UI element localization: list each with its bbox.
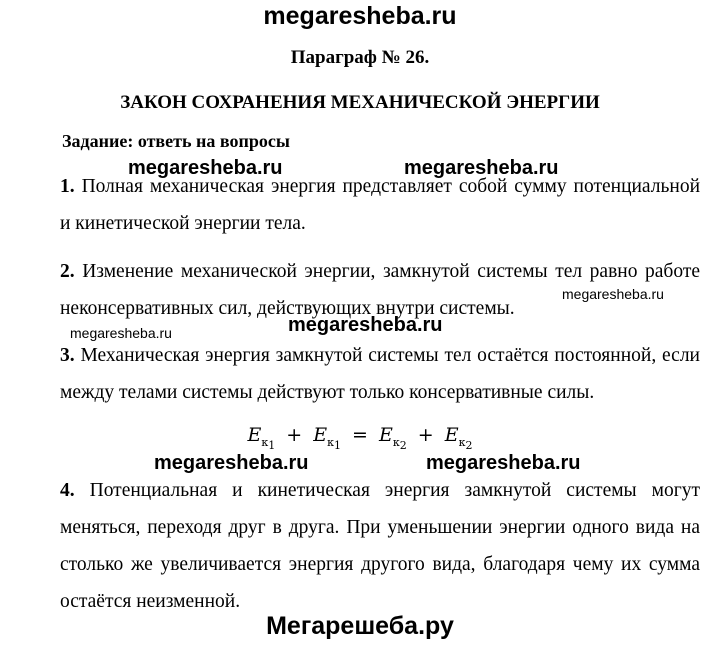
watermark-small: megaresheba.ru <box>562 286 664 302</box>
watermark-inline: megaresheba.ru <box>404 157 559 179</box>
answer-number: 2. <box>60 261 75 282</box>
answer-text: Потенциальная и кинетическая энергия замкнутой системы могут меняться, переходя друг в друга. При уменьшении энергии одного вида на столько же увеличивается энергия другого вида, благодаря чему их сумма остаётся неизменной. <box>60 480 700 612</box>
watermark-inline: megaresheba.ru <box>128 157 283 179</box>
answer-number: 4. <box>60 480 75 501</box>
answer-text: Механическая энергия замкнутой системы тел остаётся постоянной, если между телами системы действуют только консервативные силы. <box>60 345 700 403</box>
watermark-bottom: Мегарешеба.ру <box>266 612 454 640</box>
answer-text: Изменение механической энергии, замкнутой системы тел равно работе неконсервативных сил, действующих внутри системы. <box>60 261 701 319</box>
section-title: ЗАКОН СОХРАНЕНИЯ МЕХАНИЧЕСКОЙ ЭНЕРГИИ <box>120 92 600 113</box>
task-label: Задание: ответь на вопросы <box>62 131 290 151</box>
answer-number: 1. <box>60 176 75 197</box>
watermark-inline: megaresheba.ru <box>288 314 443 336</box>
answer-number: 3. <box>60 345 75 366</box>
answer-1 <box>60 168 700 242</box>
answer-text: Полная механическая энергия представляет собой сумму потенциальной и кинетической энергии тела. <box>60 176 701 234</box>
watermark-inline: megaresheba.ru <box>426 452 581 474</box>
watermark-inline: megaresheba.ru <box>154 452 309 474</box>
paragraph-title: Параграф № 26. <box>290 47 430 68</box>
answer-4 <box>60 472 700 620</box>
watermark-small: megaresheba.ru <box>70 325 172 341</box>
energy-formula: $E_{к_1} + E_{к_1} = E_{к_2} + E_{к_2}$ <box>247 424 473 452</box>
answer-3 <box>60 337 700 411</box>
watermark-top: megaresheba.ru <box>263 2 457 30</box>
